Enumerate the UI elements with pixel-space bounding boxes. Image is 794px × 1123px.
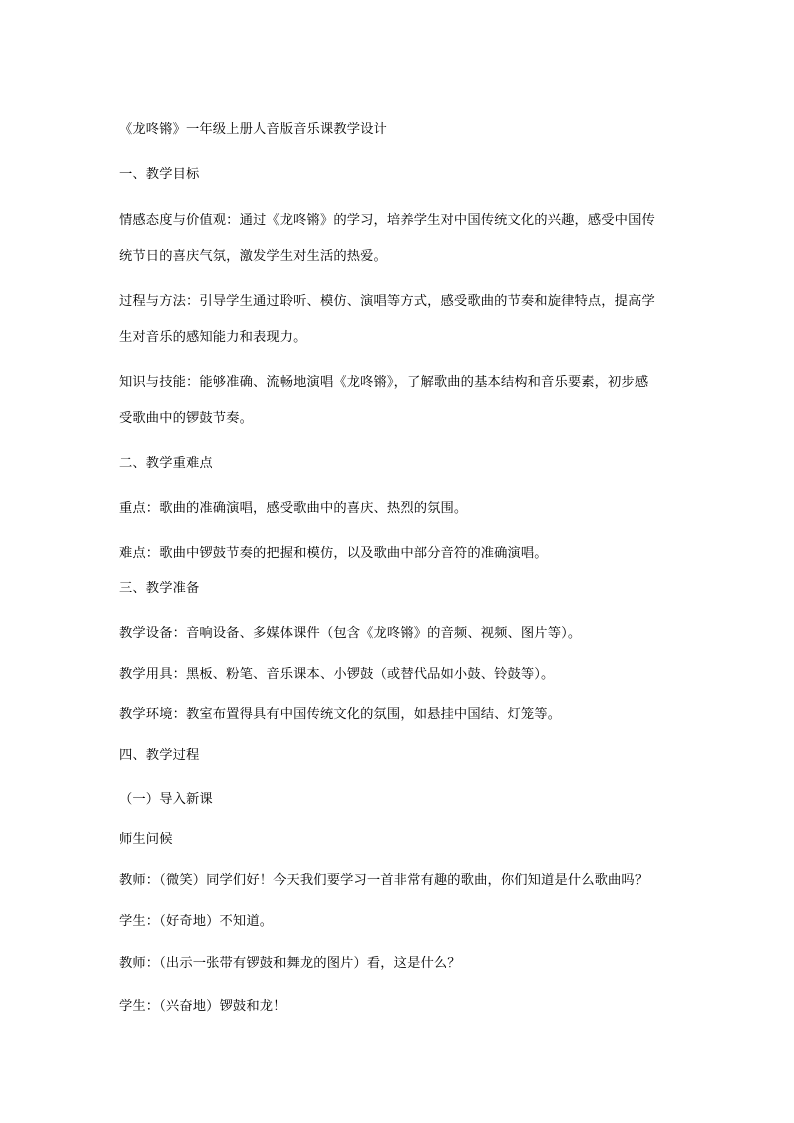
section-heading-process: 四、教学过程 xyxy=(119,748,200,763)
paragraph-line: 统节日的喜庆气氛，激发学生对生活的热爱。 xyxy=(119,249,387,264)
dialogue-line: 教师：（出示一张带有锣鼓和舞龙的图片）看，这是什么？ xyxy=(119,956,461,971)
subsection-heading: （一）导入新课 xyxy=(119,792,213,807)
paragraph-line: 教学环境：教室布置得具有中国传统文化的氛围，如悬挂中国结、灯笼等。 xyxy=(119,707,562,722)
paragraph-line: 生对音乐的感知能力和表现力。 xyxy=(119,330,307,345)
section-heading-objectives: 一、教学目标 xyxy=(119,167,200,182)
dialogue-line: 学生：（好奇地）不知道。 xyxy=(119,914,274,929)
paragraph-line: 教学用具：黑板、粉笔、音乐课本、小锣鼓（或替代品如小鼓、铃鼓等）。 xyxy=(119,667,555,682)
step-title: 师生问候 xyxy=(119,832,173,847)
section-heading-preparation: 三、教学准备 xyxy=(119,581,200,596)
section-heading-key-points: 二、教学重难点 xyxy=(119,456,213,471)
document-title: 《龙咚锵》一年级上册人音版音乐课教学设计 xyxy=(119,122,387,137)
paragraph-line: 知识与技能：能够准确、流畅地演唱《龙咚锵》，了解歌曲的基本结构和音乐要素，初步感 xyxy=(119,375,649,390)
paragraph-line: 难点：歌曲中锣鼓节奏的把握和模仿，以及歌曲中部分音符的准确演唱。 xyxy=(119,546,548,561)
dialogue-line: 学生：（兴奋地）锣鼓和龙！ xyxy=(119,999,287,1014)
paragraph-line: 重点：歌曲的准确演唱，感受歌曲中的喜庆、热烈的氛围。 xyxy=(119,501,468,516)
paragraph-line: 受歌曲中的锣鼓节奏。 xyxy=(119,411,253,426)
paragraph-line: 教学设备：音响设备、多媒体课件（包含《龙咚锵》的音频、视频、图片等）。 xyxy=(119,626,582,641)
paragraph-line: 过程与方法：引导学生通过聆听、模仿、演唱等方式，感受歌曲的节奏和旋律特点，提高学 xyxy=(119,294,655,309)
dialogue-line: 教师：（微笑）同学们好！今天我们要学习一首非常有趣的歌曲，你们知道是什么歌曲吗？ xyxy=(119,873,649,888)
paragraph-line: 情感态度与价值观：通过《龙咚锵》的学习，培养学生对中国传统文化的兴趣，感受中国传 xyxy=(119,213,655,228)
